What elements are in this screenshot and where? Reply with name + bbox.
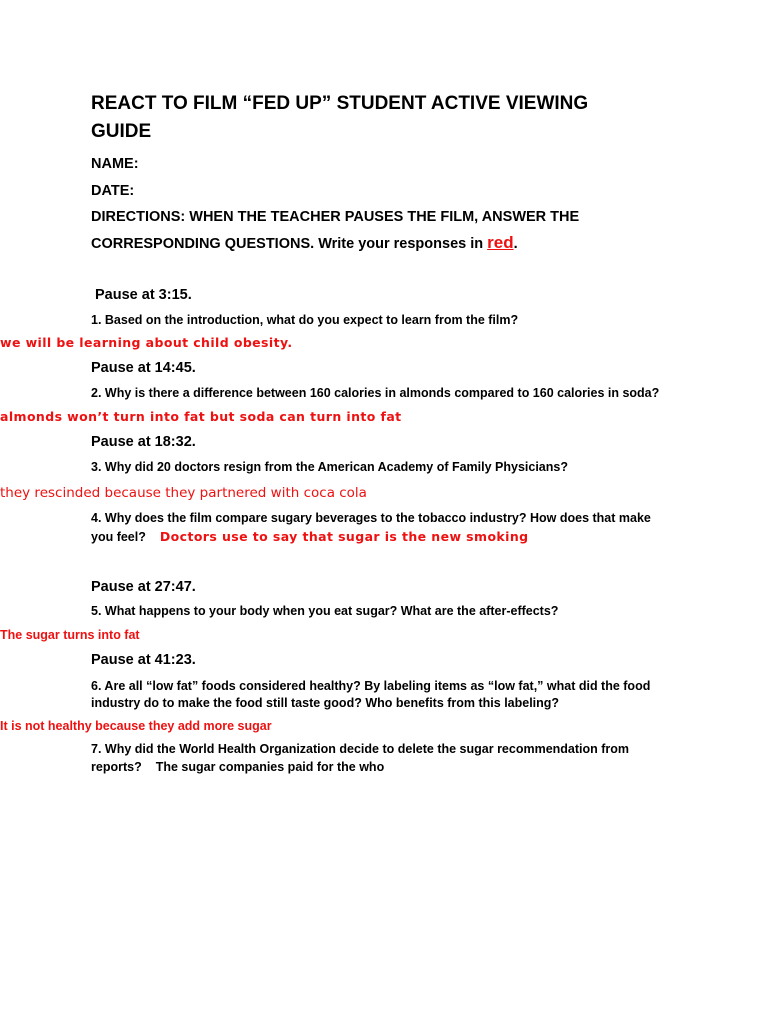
worksheet-title-line2: GUIDE xyxy=(91,121,152,142)
question-2: 2. Why is there a difference between 160 calories in almonds compared to 160 calories in soda? xyxy=(91,386,660,400)
question-7-tail: reports? xyxy=(91,760,142,774)
date-label: DATE: xyxy=(91,183,135,199)
answer-7: The sugar companies paid for the who xyxy=(155,760,385,774)
question-3: 3. Why did 20 doctors resign from the American Academy of Family Physicians? xyxy=(91,460,568,474)
answer-4: Doctors use to say that sugar is the new smoking xyxy=(159,529,529,544)
pause-heading-3: Pause at 18:32. xyxy=(91,434,196,450)
question-7-line1: 7. Why did the World Health Organization decide to delete the sugar recommendation from xyxy=(91,742,630,756)
answer-3: they rescinded because they partnered with coca cola xyxy=(0,485,367,501)
answer-6: It is not healthy because they add more sugar xyxy=(0,719,272,733)
worksheet-title-line1: REACT TO FILM “FED UP” STUDENT ACTIVE VIEWING xyxy=(91,93,589,114)
directions-line1: DIRECTIONS: WHEN THE TEACHER PAUSES THE FILM, ANSWER THE xyxy=(91,209,580,225)
answer-1: we will be learning about child obesity. xyxy=(0,335,293,350)
red-word: red xyxy=(487,233,514,252)
answer-2: almonds won’t turn into fat but soda can turn into fat xyxy=(0,409,402,424)
pause-heading-2: Pause at 14:45. xyxy=(91,360,196,376)
pause-heading-5: Pause at 41:23. xyxy=(91,652,196,668)
question-7-line2 xyxy=(91,760,384,774)
pause-heading-4: Pause at 27:47. xyxy=(91,579,196,595)
question-4-tail: you feel? xyxy=(91,530,146,544)
directions-period: . xyxy=(513,236,518,252)
question-4-line2 xyxy=(91,529,528,544)
name-label: NAME: xyxy=(91,156,139,172)
pause-heading-1: Pause at 3:15. xyxy=(95,287,192,303)
question-1: 1. Based on the introduction, what do you expect to learn from the film? xyxy=(91,313,519,327)
question-6-line2: industry do to make the food still taste good? Who benefits from this labeling? xyxy=(91,696,560,710)
directions-line2 xyxy=(91,233,518,253)
directions-text: CORRESPONDING QUESTIONS. Write your responses in xyxy=(91,236,488,252)
answer-5: The sugar turns into fat xyxy=(0,628,140,642)
question-6-line1: 6. Are all “low fat” foods considered healthy? By labeling items as “low fat,” what did the food xyxy=(91,679,651,693)
question-5: 5. What happens to your body when you eat sugar? What are the after-effects? xyxy=(91,604,559,618)
question-4-line1: 4. Why does the film compare sugary beverages to the tobacco industry? How does that make xyxy=(91,511,651,525)
